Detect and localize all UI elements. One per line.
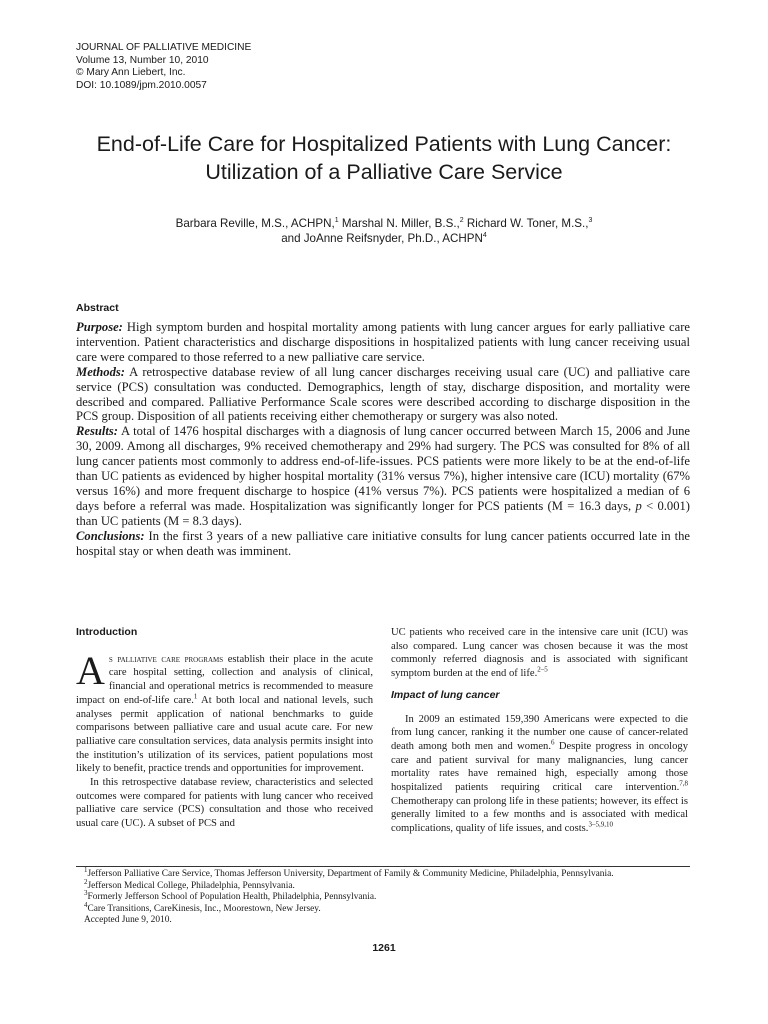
author-affil-3: 3: [588, 217, 593, 225]
footnote-4-text: Care Transitions, CareKinesis, Inc., Moorestown, New Jersey.: [87, 903, 321, 914]
footnote-3-marker: 3: [84, 889, 88, 898]
abstract-methods: [76, 365, 690, 425]
footnote-2-marker: 2: [84, 877, 88, 886]
author-line-1: [40, 216, 728, 231]
author-affil-4: 4: [482, 232, 487, 240]
footnote-1: [84, 865, 704, 881]
abstract-purpose-text: High symptom burden and hospital mortality among patients with lung cancer argues for early palliative care intervention. Patient characteristics and discharge dispositions in hospitalized patients with lung cancer receiving usual care were compared to those referred to a new palliative care service.: [76, 320, 690, 364]
impact-heading: Impact of lung cancer: [391, 688, 500, 701]
abstract-results-label: Results:: [76, 424, 118, 439]
introduction-lead-in: s palliative care programs: [108, 653, 224, 665]
footnote-divider: [76, 866, 690, 867]
author-list: [40, 216, 728, 246]
author-reifsnyder: and JoAnne Reifsnyder, Ph.D., ACHPN: [281, 232, 483, 245]
author-line-2: [40, 231, 728, 246]
introduction-text-1: establish their place in the acute care hospital setting, collection and analysis of clinical, financial and operational metrics is recommended to measure impact on end-of-life care.: [76, 653, 373, 706]
introduction-paragraph-2: In this retrospective database review, characteristics and selected outcomes were compared for patients with lung cancer who received palliative care service (PCS) consultation and those who received usual care (UC). A subset of PCS and: [76, 777, 373, 830]
abstract-purpose-label: Purpose:: [76, 320, 123, 334]
abstract-methods-text: A retrospective database review of all lung cancer discharges receiving usual care (UC) and palliative care service (PCS) consultation was conducted. Demographics, length of stay, discharge disposition, and mortality were described and compared. Palliative Performance Scale scores were described according to discharge disposition in the PCS group. Disposition of all patients receiving either chemotherapy or surgery was also noted.: [76, 364, 690, 424]
introduction-heading: Introduction: [76, 626, 138, 638]
abstract-purpose: [76, 320, 690, 365]
journal-volume: Volume 13, Number 10, 2010: [76, 54, 209, 66]
introduction-paragraph-1: [76, 647, 373, 776]
footnote-1-marker: 1: [84, 865, 88, 874]
right-paragraph-1: [391, 626, 688, 681]
footnote-3-text: Formerly Jefferson School of Population Health, Philadelphia, Pennsylvania.: [87, 892, 377, 903]
author-affil-2: 2: [459, 217, 464, 225]
introduction-text-1b: At both local and national levels, such analyses permit application of national benchmarks to guide comparisons between palliative care and usual acute care. For new palliative care consultation services, data analysis permits insight into the institution’s utilization of its services, patient populations most likely to benefit, practice trends and opportunities for improvement.: [76, 694, 373, 775]
abstract-conclusions-label: Conclusions:: [76, 528, 145, 543]
abstract-body: [76, 320, 690, 559]
abstract-methods-label: Methods:: [76, 364, 125, 379]
article-title-line-1: End-of-Life Care for Hospitalized Patients with Lung Cancer:: [96, 132, 672, 156]
right-text-1: UC patients who received care in the intensive care unit (ICU) was also compared. Lung cancer was chosen because it was the most commonly referred diagnosis and is associated with significant symptom burden at the end of life.: [391, 627, 688, 680]
abstract-results-p: p: [635, 498, 642, 513]
journal-copyright: © Mary Ann Liebert, Inc.: [76, 67, 186, 78]
article-title: [40, 130, 728, 186]
abstract-heading: Abstract: [76, 302, 119, 314]
author-miller: Marshal N. Miller, B.S.,: [338, 217, 460, 230]
citation-1: 1: [193, 692, 198, 701]
abstract-results: [76, 424, 690, 528]
journal-header: [76, 42, 251, 92]
author-affil-1: 1: [334, 217, 339, 225]
author-toner: Richard W. Toner, M.S.,: [463, 217, 589, 230]
abstract-results-text: A total of 1476 hospital discharges with a diagnosis of lung cancer occurred between March 15, 2006 and June 30, 2009. Among all discharges, 9% received chemotherapy and 29% had surgery. The PCS was consulted for 8% of all lung cancer patients most commonly to address end-of-life-issues. PCS patients were more likely to be at the end-of-life than UC patients as evidenced by higher hospital mortality (31% versus 7%), higher intensive care (ICU) mortality (67% versus 16%) and more frequent discharge to hospice (41% versus 7%). PCS patients were hospitalized a median of 6 days before a referral was made. Hospitalization was significantly longer for PCS patients (M = 16.3 days,: [76, 424, 690, 513]
author-reville: Barbara Reville, M.S., ACHPN,: [175, 217, 335, 230]
journal-doi: DOI: 10.1089/jpm.2010.0057: [76, 79, 207, 91]
footnote-4: [84, 900, 704, 916]
footnote-2-text: Jefferson Medical College, Philadelphia, Pennsylvania.: [87, 880, 295, 891]
body-column-left: [76, 626, 373, 831]
impact-text-3: Chemotherapy can prolong life in these patients; however, its effect is generally limited to a few months and is associated with medical complications, quality of life issues, and costs.: [391, 795, 688, 835]
footnote-2: [84, 877, 704, 893]
drop-cap: A: [76, 647, 105, 693]
citation-3-10: 3–5,9,10: [588, 820, 613, 829]
impact-text-1: In 2009 an estimated 159,390 Americans were expected to die from lung cancer, ranking it the number one cause of cancer-related death among both men and women.: [391, 713, 688, 752]
abstract-conclusions: [76, 529, 690, 559]
accepted-date: Accepted June 9, 2010.: [84, 915, 172, 926]
article-title-line-2: Utilization of a Palliative Care Service: [205, 160, 563, 184]
page-number: 1261: [372, 942, 396, 954]
citation-2-5: 2–5: [537, 665, 548, 674]
footnotes: [84, 865, 704, 927]
abstract-results-text-end: < 0.001) than UC patients (M = 8.3 days).: [76, 498, 690, 528]
citation-6: 6: [550, 738, 555, 747]
impact-paragraph-1: [391, 713, 688, 836]
body-column-right: [391, 626, 688, 836]
footnote-4-marker: 4: [84, 900, 88, 909]
footnote-3: [84, 889, 704, 904]
citation-7-8: 7,8: [679, 779, 688, 788]
footnote-1-text: Jefferson Palliative Care Service, Thomas Jefferson University, Department of Family & Community Medicine, Philadelphia, Pennsylvania.: [87, 869, 614, 879]
journal-name: JOURNAL OF PALLIATIVE MEDICINE: [76, 42, 252, 53]
abstract-conclusions-text: In the first 3 years of a new palliative care initiative consults for lung cancer patients occurred late in the hospital stay or when death was imminent.: [76, 528, 690, 558]
impact-text-2: Despite progress in oncology care and patient survival for many malignancies, lung cancer mortality rates have remained high, especially among those hospitalized patients requiring critical care intervention.: [391, 740, 688, 794]
